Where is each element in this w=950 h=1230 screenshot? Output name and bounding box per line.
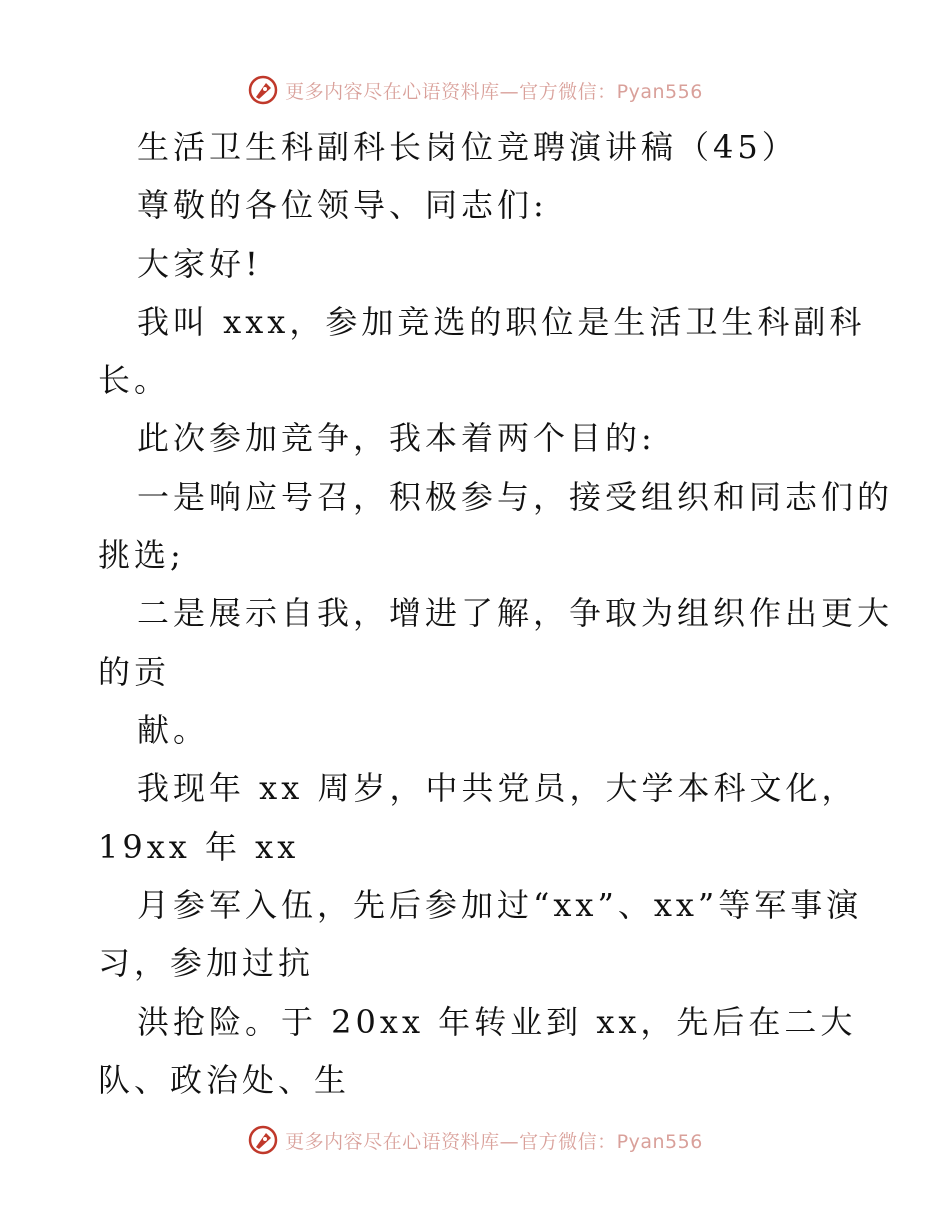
paragraph-line: 我叫 xxx，参加竞选的职位是生活卫生科副科 [137,303,866,341]
paragraph-line: 洪抢险。于 20xx 年转业到 xx，先后在二大 [137,1003,857,1041]
banner-text: 更多内容尽在心语资料库—官方微信：Pyan556 [285,1130,703,1153]
paragraph-line: 此次参加竞争，我本着两个目的: [137,419,656,457]
paragraph-line: 19xx 年 xx [98,828,300,866]
header-banner [0,70,950,110]
footer-banner [0,1120,950,1160]
paragraph-line: 二是展示自我，增进了解，争取为组织作出更大 [137,594,894,632]
banner-text: 更多内容尽在心语资料库—官方微信：Pyan556 [285,80,703,103]
paragraph-line: 我现年 xx 周岁，中共党员，大学本科文化， [137,769,858,807]
paragraph-line: 月参军入伍，先后参加过“xx”、xx”等军事演 [137,886,863,924]
paragraph-line: 献。 [137,711,210,749]
paragraph-line: 挑选; [98,536,185,574]
paragraph-line: 一是响应号召，积极参与，接受组织和同志们的 [137,478,894,516]
pen-nib-circle-logo-icon [247,1124,279,1156]
salutation: 尊敬的各位领导、同志们: [137,186,548,224]
paragraph-line: 习，参加过抗 [98,944,315,982]
pen-nib-circle-logo-icon [247,74,279,106]
greeting: 大家好! [137,245,262,283]
paragraph-line: 队、政治处、生 [98,1061,351,1099]
paragraph-line: 长。 [98,361,171,399]
paragraph-line: 的贡 [98,653,171,691]
document-title: 生活卫生科副科长岗位竞聘演讲稿（45） [137,128,798,166]
